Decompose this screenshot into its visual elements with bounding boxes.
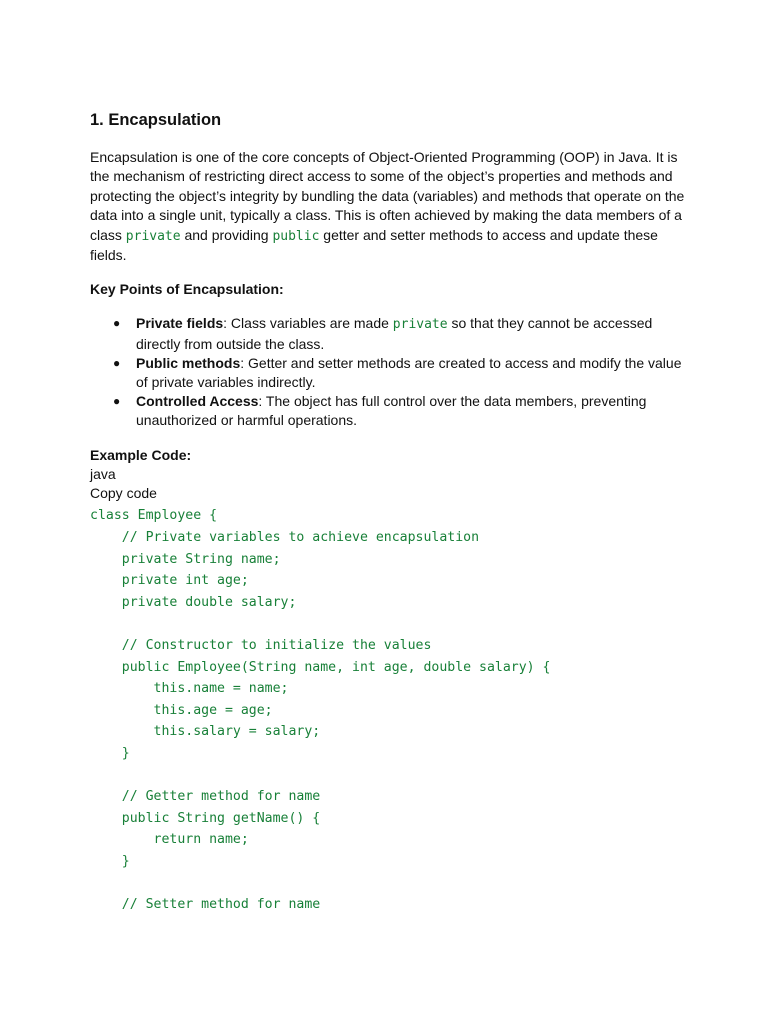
code-line: private int age; [90,573,249,589]
section-title: 1. Encapsulation [90,111,222,129]
bullet-icon: ● [113,316,121,331]
code-line [90,765,690,787]
bullet-icon: ● [113,355,121,370]
code-line [90,613,690,635]
list-item [90,314,690,353]
key-point-text: : Getter and setter methods are created to access and modify the value of private variables indirectly. [136,354,682,391]
inline-code-private: private [392,317,448,333]
key-point-label: Public methods [136,354,241,371]
code-line [90,873,690,895]
code-line: public String getName() { [90,810,321,826]
key-point-text: : The object has full control over the data members, preventing unauthorized or harmful operations. [136,393,647,429]
code-block [90,505,690,915]
intro-text-3: getter and setter methods to access and update these fields. [90,226,658,264]
intro-text-1: Encapsulation is one of the core concepts of Object-Oriented Programming (OOP) in Java. It is the mechanism of restricting direct access to some of the object’s properties and methods and protecting the object’s integrity by bundling the data (variables) and methods that operate on the data into a single unit, typically a class. This is often achieved by making the data members of a class [90,149,685,243]
code-line: return name; [90,832,249,848]
code-line: private String name; [90,551,281,567]
code-line: // Setter method for name [90,897,321,913]
inline-code-private: private [125,228,181,244]
code-line: } [90,746,130,761]
key-point-text: so that they cannot be accessed directly from outside the class. [136,315,653,352]
code-line: class Employee { [90,508,218,524]
code-line: this.age = age; [90,702,273,718]
intro-paragraph [90,148,690,265]
example-heading: Example Code: [90,446,192,463]
key-point-text: : Class variables are made [223,315,393,332]
code-line: public Employee(String name, int age, double salary) { [90,659,551,675]
code-line: this.name = name; [90,681,289,697]
code-line: // Constructor to initialize the values [90,638,432,654]
key-points-list [90,314,690,430]
code-line: // Private variables to achieve encapsulation [90,530,480,546]
inline-code-public: public [272,228,320,244]
code-line: private double salary; [90,594,297,610]
key-point-label: Private fields [136,315,224,332]
language-label: java [90,465,116,482]
bullet-icon: ● [113,394,121,409]
list-item [90,354,690,392]
key-points-heading: Key Points of Encapsulation: [90,281,284,298]
document-page [90,108,690,916]
code-line: // Getter method for name [90,789,321,805]
key-point-label: Controlled Access [136,393,259,410]
list-item [90,392,690,430]
intro-text-2: and providing [180,226,273,243]
code-line: this.salary = salary; [90,724,321,740]
code-line: } [90,853,130,869]
copy-code-button[interactable]: Copy code [90,485,157,502]
